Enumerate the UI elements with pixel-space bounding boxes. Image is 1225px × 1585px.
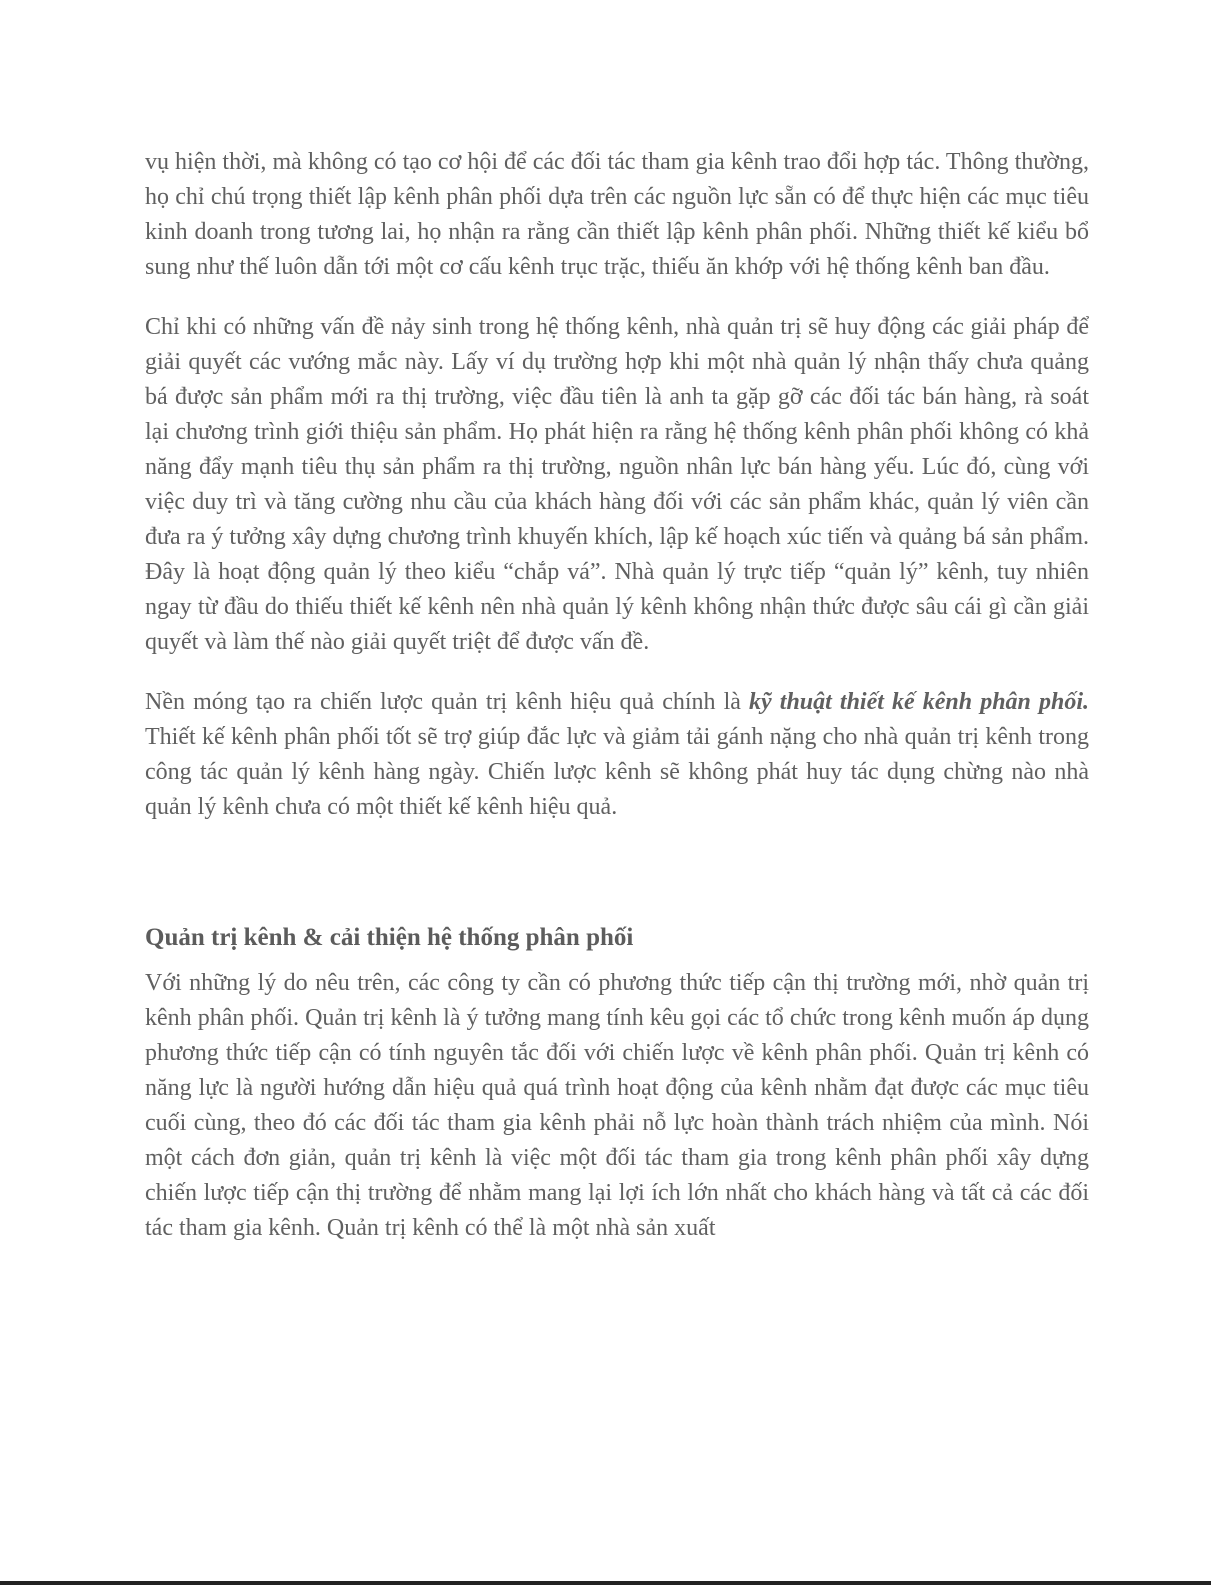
foundation-text-suffix: Thiết kế kênh phân phối tốt sẽ trợ giúp đắc lực và giảm tải gánh nặng cho nhà quản trị kênh trong công tác quản lý kênh hàng ngày. Chiến lược kênh sẽ không phát huy tác dụng chừng nào nhà quản lý kênh chưa có một thiết kế kênh hiệu quả.: [145, 724, 1089, 820]
page-bottom-divider: [0, 1581, 1211, 1585]
section-heading: Quản trị kênh & cải thiện hệ thống phân phối: [145, 924, 634, 951]
paragraph-channel-stewardship: Với những lý do nêu trên, các công ty cần có phương thức tiếp cận thị trường mới, nhờ quản trị kênh phân phối. Quản trị kênh là ý tưởng mang tính kêu gọi các tổ chức trong kênh muốn áp dụng phương thức tiếp cận có tính nguyên tắc đối với chiến lược về kênh phân phối. Quản trị kênh có năng lực là người hướng dẫn hiệu quả quá trình hoạt động của kênh nhằm đạt được các mục tiêu cuối cùng, theo đó các đối tác tham gia kênh phải nỗ lực hoàn thành trách nhiệm của mình. Nói một cách đơn giản, quản trị kênh là việc một đối tác tham gia trong kênh phân phối xây dựng chiến lược tiếp cận thị trường để nhằm mang lại lợi ích lớn nhất cho khách hàng và tất cả các đối tác tham gia kênh. Quản trị kênh có thể là một nhà sản xuất: [145, 970, 1089, 1241]
paragraph-continuation: vụ hiện thời, mà không có tạo cơ hội để các đối tác tham gia kênh trao đổi hợp tác. Thông thường, họ chỉ chú trọng thiết lập kênh phân phối dựa trên các nguồn lực sẵn có để thực hiện các mục tiêu kinh doanh trong tương lai, họ nhận ra rằng cần thiết lập kênh phân phối. Những thiết kế kiểu bổ sung như thế luôn dẫn tới một cơ cấu kênh trục trặc, thiếu ăn khớp với hệ thống kênh ban đầu.: [145, 149, 1089, 280]
document-body: [145, 145, 1089, 1271]
paragraph-problem-solving: Chỉ khi có những vấn đề nảy sinh trong hệ thống kênh, nhà quản trị sẽ huy động các giải pháp để giải quyết các vướng mắc này. Lấy ví dụ trường hợp khi một nhà quản lý nhận thấy chưa quảng bá được sản phẩm mới ra thị trường, việc đầu tiên là anh ta gặp gỡ các đối tác bán hàng, rà soát lại chương trình giới thiệu sản phẩm. Họ phát hiện ra rằng hệ thống kênh phân phối không có khả năng đẩy mạnh tiêu thụ sản phẩm ra thị trường, nguồn nhân lực bán hàng yếu. Lúc đó, cùng với việc duy trì và tăng cường nhu cầu của khách hàng đối với các sản phẩm khác, quản lý viên cần đưa ra ý tưởng xây dựng chương trình khuyến khích, lập kế hoạch xúc tiến và quảng bá sản phẩm. Đây là hoạt động quản lý theo kiểu “chắp vá”. Nhà quản lý trực tiếp “quản lý” kênh, tuy nhiên ngay từ đầu do thiếu thiết kế kênh nên nhà quản lý kênh không nhận thức được sâu cái gì cần giải quyết và làm thế nào giải quyết triệt để được vấn đề.: [145, 314, 1089, 655]
foundation-key-phrase: kỹ thuật thiết kế kênh phân phối.: [749, 689, 1089, 715]
foundation-text-prefix: Nền móng tạo ra chiến lược quản trị kênh hiệu quả chính là: [145, 689, 750, 715]
paragraph-foundation: [145, 685, 1089, 825]
